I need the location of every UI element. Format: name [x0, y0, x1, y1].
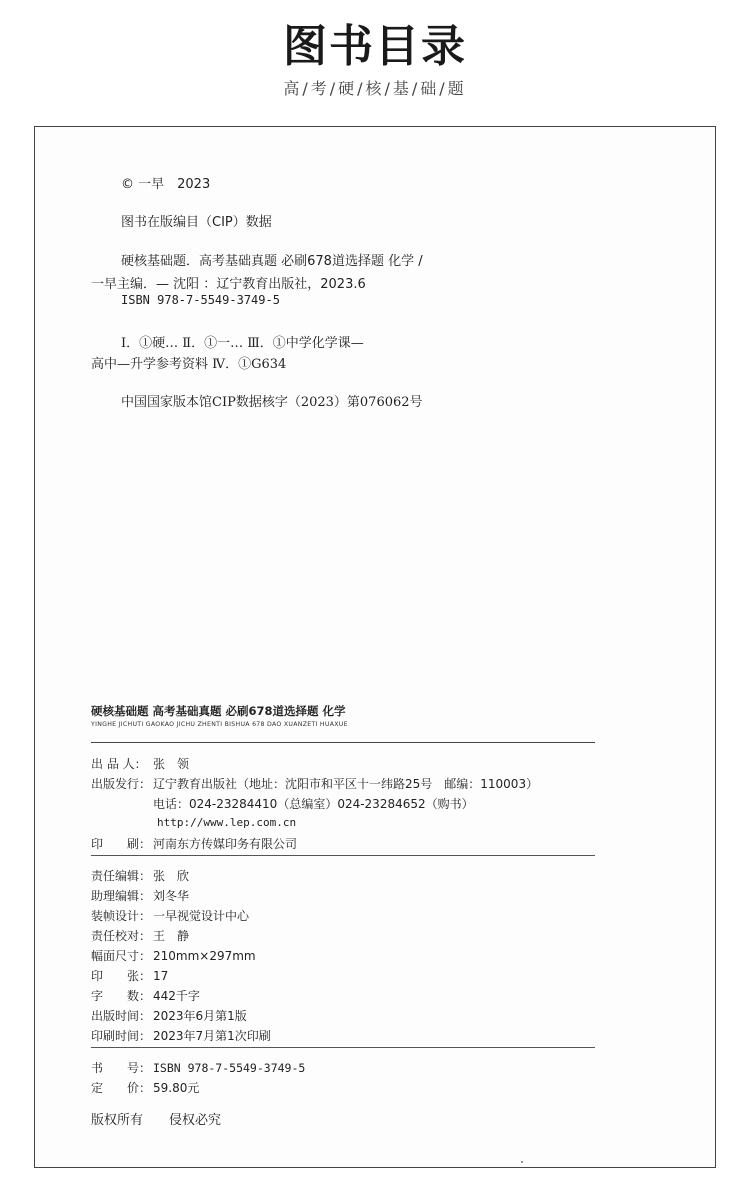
rights-notice: 版权所有 侵权必究: [91, 1113, 222, 1128]
publisher-label: 出 品 人：: [91, 757, 147, 771]
divider: [91, 1047, 595, 1048]
print-speck: [521, 1161, 523, 1163]
isbn-label: 书 号：: [91, 1061, 152, 1075]
cip-library-number: 中国国家版本馆CIP数据核字（2023）第076062号: [121, 395, 423, 410]
distribution-row: [91, 775, 538, 792]
price-row: [91, 1079, 199, 1096]
book-title-cn: 硬核基础题 高考基础真题 必刷678道选择题 化学: [91, 704, 346, 718]
editorial-row: [91, 927, 189, 944]
editorial-row: [91, 887, 189, 904]
editorial-value: 17: [153, 969, 169, 983]
editorial-label: 印刷时间：: [91, 1029, 152, 1043]
page-title: 图书目录: [283, 21, 467, 72]
editorial-row: [91, 907, 249, 924]
editorial-row: [91, 1007, 247, 1024]
editorial-value: 张 欣: [153, 869, 190, 883]
editorial-value: 2023年7月第1次印刷: [153, 1029, 271, 1043]
editorial-row: [91, 987, 200, 1004]
editorial-label: 责任编辑：: [91, 869, 152, 883]
publisher-row: [91, 755, 189, 772]
isbn-value: ISBN 978-7-5549-3749-5: [153, 1061, 306, 1075]
printing-label: 印 刷：: [91, 837, 152, 851]
distribution-value: 辽宁教育出版社（地址：沈阳市和平区十一纬路25号 邮编：110003）: [153, 777, 539, 791]
isbn-row: [91, 1059, 305, 1076]
editorial-row: [91, 867, 189, 884]
copyright-page: [34, 126, 716, 1168]
editorial-label: 责任校对：: [91, 929, 152, 943]
editorial-value: 442千字: [153, 989, 200, 1003]
copyright-line: © 一早 2023: [121, 177, 211, 192]
editorial-label: 幅面尺寸：: [91, 949, 152, 963]
cip-classification-line-1: Ⅰ．①硬… Ⅱ．①一… Ⅲ．①中学化学课—: [121, 336, 364, 351]
publisher-value: 张 领: [153, 757, 190, 771]
editorial-label: 印 张：: [91, 969, 152, 983]
cip-isbn-line: ISBN 978-7-5549-3749-5: [121, 293, 280, 307]
price-label: 定 价：: [91, 1081, 152, 1095]
editorial-label: 出版时间：: [91, 1009, 152, 1023]
editorial-value: 2023年6月第1版: [153, 1009, 247, 1023]
editorial-value: 刘冬华: [153, 889, 190, 903]
divider: [91, 742, 595, 743]
editorial-label: 装帧设计：: [91, 909, 152, 923]
book-title-pinyin: YINGHE JICHUTI GAOKAO JICHU ZHENTI BISHUA 678 DAO XUANZETI HUAXUE: [91, 721, 348, 728]
cip-editor-line: 一早主编．— 沈阳 ：辽宁教育出版社，2023.6: [91, 277, 366, 292]
distribution-label: 出版发行：: [91, 777, 152, 791]
editorial-value: 王 静: [153, 929, 190, 943]
editorial-row: [91, 947, 256, 964]
cip-heading: 图书在版编目（CIP）数据: [121, 215, 272, 230]
cip-classification-line-2: 高中—升学参考资料 Ⅳ．①G634: [91, 357, 287, 372]
cip-title-line: 硬核基础题．高考基础真题 必刷678道选择题 化学 /: [121, 254, 423, 269]
website-row: [91, 816, 296, 829]
phone-value: 电话：024-23284410（总编室）024-23284652（购书）: [153, 797, 474, 811]
editorial-label: 助理编辑：: [91, 889, 152, 903]
printing-value: 河南东方传媒印务有限公司: [153, 837, 298, 851]
price-value: 59.80元: [153, 1081, 200, 1095]
phone-row: [91, 795, 474, 812]
editorial-value: 一早视觉设计中心: [153, 909, 250, 923]
page-subtitle: 高/考/硬/核/基/础/题: [283, 79, 467, 98]
website-link[interactable]: http://www.lep.com.cn: [157, 816, 297, 829]
editorial-value: 210mm×297mm: [153, 949, 256, 963]
editorial-row: [91, 1027, 271, 1044]
editorial-row: [91, 967, 168, 984]
printing-row: [91, 835, 297, 852]
editorial-label: 字 数：: [91, 989, 152, 1003]
divider: [91, 855, 595, 856]
